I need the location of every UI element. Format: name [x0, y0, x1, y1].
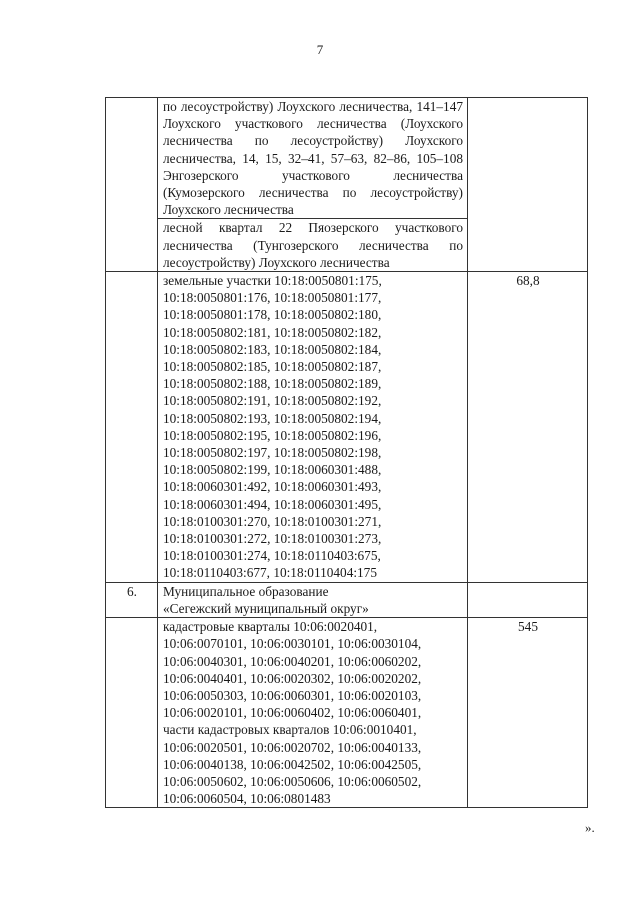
list-item: 10:06:0070101, 10:06:0030101, 10:06:0030104, [163, 636, 422, 652]
territory-table [105, 97, 588, 808]
list-item: 10:18:0050802:181, 10:18:0050802:182, [163, 324, 382, 340]
description-cell [158, 582, 468, 617]
list-item: 10:06:0050602, 10:06:0050606, 10:06:0060502, [163, 773, 422, 789]
row-number-cell [106, 618, 158, 808]
list-item: 10:06:0020101, 10:06:0060402, 10:06:0060401, [163, 705, 422, 721]
list-item: 10:18:0050802:191, 10:18:0050802:192, [163, 393, 382, 409]
list-item: 10:18:0100301:270, 10:18:0100301:271, [163, 513, 382, 529]
page-number: 7 [316, 42, 324, 57]
list-item: части кадастровых кварталов 10:06:0010401, [163, 722, 417, 738]
municipality-name: «Сегежский муниципальный округ» [163, 600, 369, 616]
table-row [106, 582, 588, 617]
list-item: 10:18:0060301:494, 10:18:0060301:495, [163, 496, 382, 512]
area-cell [468, 98, 588, 272]
list-item: 10:06:0040301, 10:06:0040201, 10:06:0060202, [163, 653, 422, 669]
list-item: 10:18:0100301:274, 10:18:0110403:675, [163, 548, 381, 564]
list-item: 10:06:0040401, 10:06:0020302, 10:06:0020202, [163, 670, 422, 686]
municipality-name: Муниципальное образование [163, 583, 329, 599]
list-item: 10:18:0050802:197, 10:18:0050802:198, [163, 445, 382, 461]
list-item: 10:18:0050802:188, 10:18:0050802:189, [163, 376, 382, 392]
area-cell: 545 [468, 618, 588, 808]
description-cell: лесной квартал 22 Пяозерского участкового лесничества (Тунгозерского лесничества по лесоустройству) Лоухского лесничества [158, 219, 468, 272]
list-item: земельные участки 10:18:0050801:175, [163, 273, 382, 289]
list-item: 10:18:0050802:195, 10:18:0050802:196, [163, 427, 382, 443]
list-item: кадастровые кварталы 10:06:0020401, [163, 619, 378, 635]
list-item: 10:18:0050802:199, 10:18:0060301:488, [163, 462, 382, 478]
table-row [106, 618, 588, 808]
table-row [106, 98, 588, 219]
list-item: 10:18:0100301:272, 10:18:0100301:273, [163, 531, 382, 547]
row-number-cell [106, 272, 158, 583]
list-item: 10:18:0060301:492, 10:18:0060301:493, [163, 479, 382, 495]
list-item: 10:18:0050802:185, 10:18:0050802:187, [163, 359, 382, 375]
list-item: 10:18:0050802:193, 10:18:0050802:194, [163, 410, 382, 426]
row-number-cell [106, 98, 158, 272]
list-item: 10:18:0050802:183, 10:18:0050802:184, [163, 341, 382, 357]
description-cell [158, 272, 468, 583]
list-item: 10:18:0110403:677, 10:18:0110404:175 [163, 565, 377, 581]
closing-quote: ». [585, 820, 595, 835]
area-cell: 68,8 [468, 272, 588, 583]
table-row [106, 272, 588, 583]
description-cell: по лесоустройству) Лоухского лесничества, 141–147 Лоухского участкового лесничества (Лоухского лесничества по лесоустройству) Лоухского лесничества, 14, 15, 32–41, 57–63, 82–86, 105–108 Энгозерского участкового лесничества (Кумозерского лесничества по лесоустройству) Лоухского лесничества [158, 98, 468, 219]
list-item: 10:06:0040138, 10:06:0042502, 10:06:0042505, [163, 756, 422, 772]
description-cell [158, 618, 468, 808]
list-item: 10:06:0060504, 10:06:0801483 [163, 791, 331, 807]
list-item: 10:18:0050801:178, 10:18:0050802:180, [163, 307, 382, 323]
area-cell [468, 582, 588, 617]
row-number-cell: 6. [106, 582, 158, 617]
list-item: 10:06:0020501, 10:06:0020702, 10:06:0040133, [163, 739, 422, 755]
list-item: 10:18:0050801:176, 10:18:0050801:177, [163, 290, 382, 306]
list-item: 10:06:0050303, 10:06:0060301, 10:06:0020103, [163, 687, 422, 703]
